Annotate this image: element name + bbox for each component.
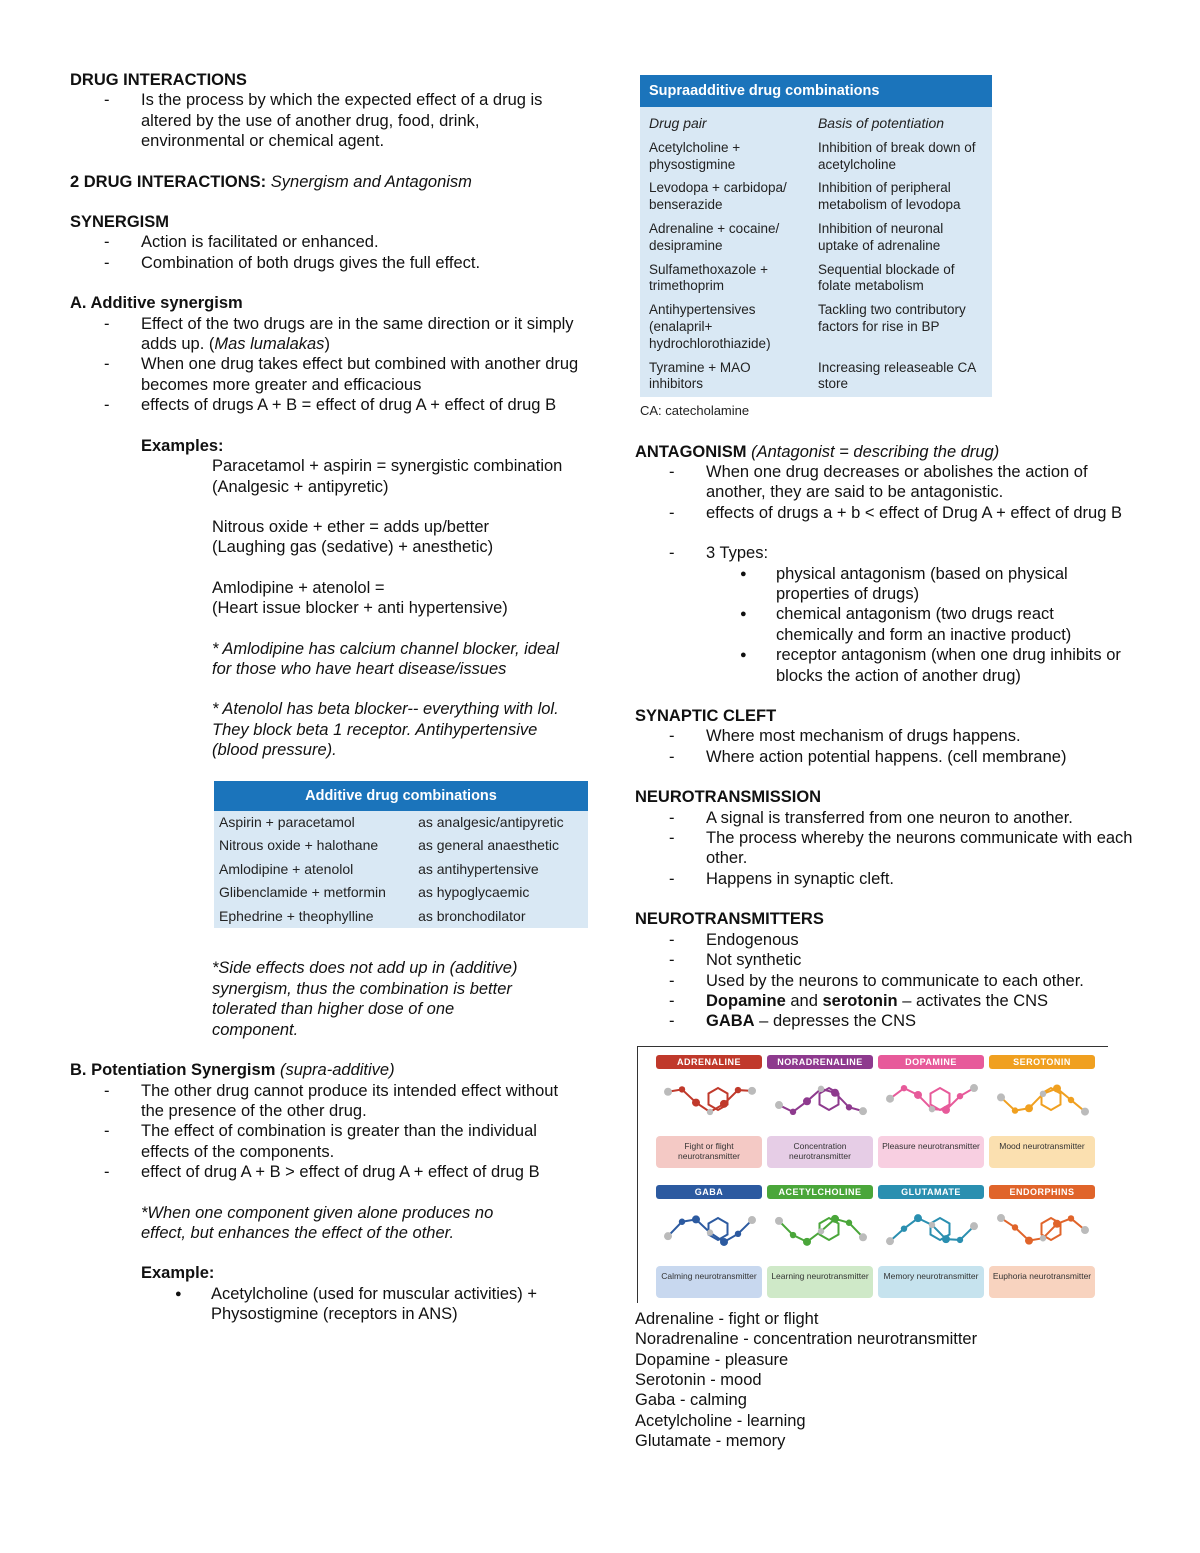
- heading-synergism: SYNERGISM: [70, 213, 170, 232]
- list-item: - The other drug cannot produce its intended effect without the presence of the other drug.: [70, 1081, 580, 1122]
- summary-line: Gaba - calming: [635, 1391, 747, 1410]
- molecule-icon: [767, 1199, 873, 1261]
- neurotransmitter-summary: [635, 1309, 1135, 1452]
- neurotransmitter-description: Learning neurotransmitter: [767, 1266, 873, 1298]
- list-item: - Dopamine and serotonin – activates the CNS: [635, 991, 1135, 1011]
- example-1: Paracetamol + aspirin = synergistic combination (Analgesic + antipyretic): [212, 457, 563, 496]
- neurotransmitter-tag: ADRENALINE: [656, 1055, 762, 1069]
- neurotransmitter-tag: ENDORPHINS: [989, 1185, 1095, 1199]
- neurotransmitter-tag: DOPAMINE: [878, 1055, 984, 1069]
- list-item: - Action is facilitated or enhanced.: [70, 232, 580, 252]
- neurotransmitter-description: Concentration neurotransmitter: [767, 1136, 873, 1168]
- heading-neurotransmitters: NEUROTRANSMITTERS: [635, 910, 824, 929]
- list-item: - When one drug takes effect but combined with another drug becomes more greater and efficacious: [70, 354, 580, 395]
- molecule-icon: [989, 1069, 1095, 1131]
- molecule-icon: [656, 1069, 762, 1131]
- supraadditive-table: [640, 75, 992, 397]
- cleft-list: [635, 726, 1135, 767]
- neurotransmitter-figure: [637, 1046, 1108, 1303]
- antagonism-types: [635, 543, 1135, 563]
- neurotransmitters-list: [635, 930, 1135, 1032]
- table-footnote: CA: catecholamine: [640, 403, 750, 419]
- list-item: - Is the process by which the expected effect of a drug is altered by the use of another drug, food, drink, environmental or chemical agent.: [70, 90, 580, 151]
- synergism-list: [70, 232, 580, 273]
- antagonism-type-list: [635, 564, 1135, 686]
- list-item: - The process whereby the neurons communicate with each other.: [635, 828, 1135, 869]
- heading-drug-interactions: DRUG INTERACTIONS: [70, 71, 247, 89]
- neurotransmitter-cell: [767, 1185, 873, 1298]
- table-row: Tyramine + MAO inhibitors Increasing releaseable CA store: [649, 359, 976, 392]
- additive-table-caption: Additive drug combinations: [214, 781, 588, 811]
- list-item: - Used by the neurons to communicate to each other.: [635, 971, 1135, 991]
- table-header-row: Drug pair Basis of potentiation: [649, 115, 945, 132]
- list-item: - Where most mechanism of drugs happens.: [635, 726, 1135, 746]
- definition-list: [70, 90, 580, 151]
- heading-additive-synergism: A. Additive synergism: [70, 294, 243, 313]
- summary-line: Serotonin - mood: [635, 1370, 762, 1389]
- list-item: - effects of drugs A + B = effect of drug A + effect of drug B: [70, 395, 580, 415]
- right-column: [635, 75, 1135, 1452]
- molecule-icon: [767, 1069, 873, 1131]
- neurotransmitter-description: Calming neurotransmitter: [656, 1266, 762, 1298]
- neurotransmitter-description: Mood neurotransmitter: [989, 1136, 1095, 1168]
- potentiation-list: [70, 1081, 580, 1183]
- list-item: ● chemical antagonism (two drugs react chemically and form an inactive product): [635, 604, 1135, 645]
- neurotransmitter-cell: [767, 1055, 873, 1168]
- examples-label: Examples:: [141, 436, 224, 455]
- neurotransmitter-tag: GABA: [656, 1185, 762, 1199]
- heading-synaptic-cleft: SYNAPTIC CLEFT: [635, 707, 777, 726]
- neurotransmitter-description: Euphoria neurotransmitter: [989, 1266, 1095, 1298]
- list-item: - When one drug decreases or abolishes the action of another, they are said to be antagonistic.: [635, 462, 1135, 503]
- table-row: Nitrous oxide + halothane as general anaesthetic: [219, 837, 559, 854]
- neurotransmitter-tag: GLUTAMATE: [878, 1185, 984, 1199]
- list-item: - effects of drugs a + b < effect of Drug A + effect of drug B: [635, 503, 1135, 523]
- heading-potentiation: B. Potentiation Synergism (supra-additive): [70, 1061, 395, 1080]
- list-item: - Happens in synaptic cleft.: [635, 869, 1135, 889]
- table-row: Ephedrine + theophylline as bronchodilator: [219, 907, 526, 924]
- left-column: [70, 70, 580, 1325]
- table-row: Acetylcholine + physostigmine Inhibition of break down of acetylcholine: [649, 139, 976, 172]
- list-item: ● physical antagonism (based on physical properties of drugs): [635, 564, 1135, 605]
- neurotransmitter-tag: SEROTONIN: [989, 1055, 1095, 1069]
- table-row: Sulfamethoxazole + trimethoprim Sequential blockade of folate metabolism: [649, 261, 955, 294]
- neurotransmission-list: [635, 808, 1135, 890]
- example-2: Nitrous oxide + ether = adds up/better (Laughing gas (sedative) + anesthetic): [212, 517, 494, 557]
- summary-line: Noradrenaline - concentration neurotransmitter: [635, 1330, 978, 1349]
- example-3: Amlodipine + atenolol = (Heart issue blocker + anti hypertensive): [212, 578, 508, 618]
- table-row: Levodopa + carbidopa/ benserazide Inhibition of peripheral metabolism of levodopa: [649, 180, 961, 213]
- note-side-effects: *Side effects does not add up in (additive) synergism, thus the combination is better tolerated than higher dose of one component.: [212, 959, 518, 1039]
- list-item: - GABA – depresses the CNS: [635, 1011, 1135, 1031]
- potentiation-example-list: [70, 1284, 580, 1325]
- table-row: Amlodipine + atenolol as antihypertensive: [219, 860, 539, 877]
- heading-neurotransmission: NEUROTRANSMISSION: [635, 788, 822, 807]
- table-row: Aspirin + paracetamol as analgesic/antipyretic: [219, 813, 564, 830]
- molecule-icon: [878, 1069, 984, 1131]
- summary-line: Acetylcholine - learning: [635, 1411, 806, 1430]
- molecule-icon: [878, 1199, 984, 1261]
- summary-line: Glutamate - memory: [635, 1432, 786, 1451]
- additive-table: [214, 781, 588, 929]
- neurotransmitter-description: Pleasure neurotransmitter: [878, 1136, 984, 1168]
- list-item: ● Acetylcholine (used for muscular activities) + Physostigmine (receptors in ANS): [70, 1284, 580, 1325]
- heading-two-interactions: 2 DRUG INTERACTIONS: Synergism and Antagonism: [70, 172, 472, 191]
- neurotransmitter-description: Fight or flight neurotransmitter: [656, 1136, 762, 1168]
- list-item: - 3 Types:: [635, 543, 1135, 563]
- neurotransmitter-cell: [878, 1055, 984, 1168]
- list-item: - Combination of both drugs gives the full effect.: [70, 253, 580, 273]
- list-item: - Effect of the two drugs are in the same direction or it simply adds up. (Mas lumalakas): [70, 314, 580, 355]
- neurotransmitter-cell: [878, 1185, 984, 1298]
- note-amlodipine: * Amlodipine has calcium channel blocker, ideal for those who have heart disease/issues: [212, 639, 559, 678]
- neurotransmitter-cell: [656, 1055, 762, 1168]
- antagonism-list: [635, 462, 1135, 523]
- neurotransmitter-cell: [989, 1185, 1095, 1298]
- list-item: - effect of drug A + B > effect of drug A + effect of drug B: [70, 1162, 580, 1182]
- list-item: - Endogenous: [635, 930, 1135, 950]
- neurotransmitter-description: Memory neurotransmitter: [878, 1266, 984, 1298]
- list-item: - Where action potential happens. (cell membrane): [635, 747, 1135, 767]
- molecule-icon: [989, 1199, 1095, 1261]
- molecule-icon: [656, 1199, 762, 1261]
- list-item: ● receptor antagonism (when one drug inhibits or blocks the action of another drug): [635, 645, 1135, 686]
- neurotransmitter-cell: [656, 1185, 762, 1298]
- additive-list: [70, 314, 580, 416]
- note-atenolol: * Atenolol has beta blocker-- everything with lol. They block beta 1 receptor. Antihypertensive (blood pressure).: [212, 700, 559, 760]
- note-potentiation: *When one component given alone produces no effect, but enhances the effect of the other.: [141, 1203, 494, 1242]
- list-item: - The effect of combination is greater than the individual effects of the components.: [70, 1121, 580, 1162]
- neurotransmitter-tag: NORADRENALINE: [767, 1055, 873, 1069]
- list-item: - A signal is transferred from one neuron to another.: [635, 808, 1135, 828]
- supraadditive-table-caption: Supraadditive drug combinations: [640, 75, 992, 107]
- neurotransmitter-tag: ACETYLCHOLINE: [767, 1185, 873, 1199]
- heading-antagonism: ANTAGONISM (Antagonist = describing the drug): [635, 442, 1000, 461]
- table-row: Glibenclamide + metformin as hypoglycaemic: [219, 884, 530, 901]
- summary-line: Dopamine - pleasure: [635, 1350, 789, 1369]
- table-row: Adrenaline + cocaine/ desipramine Inhibition of neuronal uptake of adrenaline: [649, 221, 944, 253]
- table-row: Antihypertensives (enalapril+ hydrochlorothiazide) Tackling two contributory factors for rise in BP: [649, 302, 966, 351]
- example-label: Example:: [141, 1264, 215, 1283]
- summary-line: Adrenaline - fight or flight: [635, 1309, 819, 1328]
- list-item: - Not synthetic: [635, 950, 1135, 970]
- neurotransmitter-cell: [989, 1055, 1095, 1168]
